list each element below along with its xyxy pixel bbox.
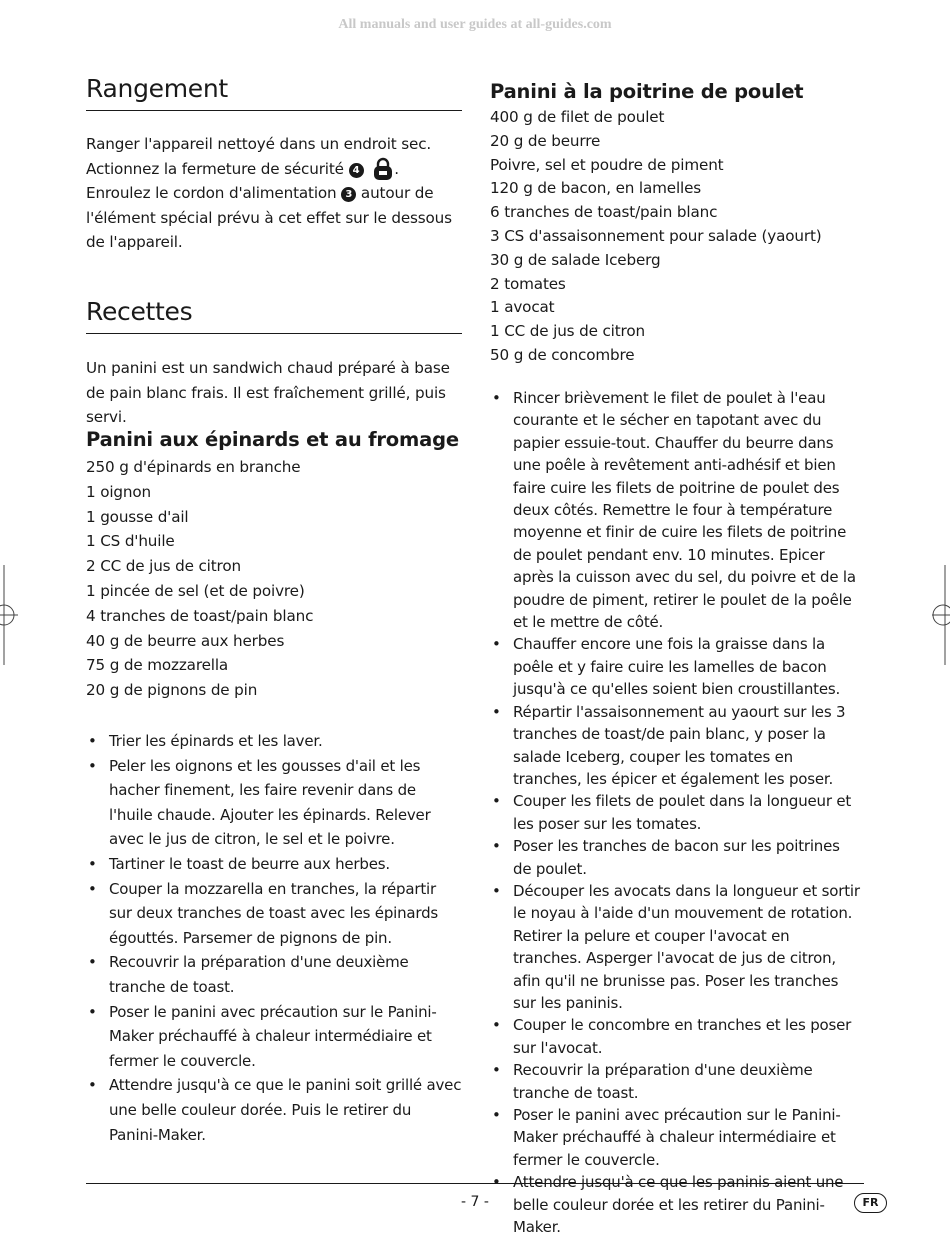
ingredient-item: 120 g de bacon, en lamelles bbox=[490, 179, 702, 198]
ingredient-item: 2 tomates bbox=[490, 274, 566, 293]
step-item: • Couper la mozzarella en tranches, la répartir sur deux tranches de toast avec les épinards égouttés. Parsemer de pignons de pin. bbox=[86, 877, 462, 951]
recipe-title-poulet: Panini à la poitrine de poulet bbox=[490, 80, 804, 103]
rangement-line-3: Enroulez le cordon d'alimentation 3 autour de bbox=[86, 184, 434, 203]
step-item: • Attendre jusqu'à ce que le panini soit grillé avec une belle couleur dorée. Puis le retirer du Panini-Maker. bbox=[86, 1073, 462, 1147]
language-badge: FR bbox=[854, 1193, 887, 1213]
ingredient-item: 4 tranches de toast/pain blanc bbox=[86, 606, 314, 625]
rangement-line-2: Actionnez la fermeture de sécurité 4 . bbox=[86, 157, 462, 182]
crop-mark-right bbox=[930, 565, 950, 665]
step-item: • Poser le panini avec précaution sur le Panini-Maker préchauffé à chaleur intermédiaire et fermer le couvercle. bbox=[490, 1104, 862, 1171]
ingredient-item: 1 gousse d'ail bbox=[86, 507, 189, 526]
ingredient-item: 1 avocat bbox=[490, 298, 555, 317]
rangement-line-5: de l'appareil. bbox=[86, 233, 183, 252]
step-item: • Couper le concombre en tranches et les poser sur l'avocat. bbox=[490, 1014, 862, 1059]
ingredient-item: 400 g de filet de poulet bbox=[490, 108, 665, 126]
rangement-line-1: Ranger l'appareil nettoyé dans un endroit sec. bbox=[86, 135, 432, 153]
ingredient-item: 75 g de mozzarella bbox=[86, 656, 229, 675]
ingredient-item: 20 g de pignons de pin bbox=[86, 681, 258, 700]
step-item: • Poser les tranches de bacon sur les poitrines de poulet. bbox=[490, 835, 862, 880]
page-number: - 7 - bbox=[461, 1194, 489, 1210]
ingredient-item: 1 oignon bbox=[86, 482, 151, 501]
ingredient-item: 20 g de beurre bbox=[490, 131, 601, 150]
step-item: • Rincer brièvement le filet de poulet à l'eau courante et le sécher en tapotant avec du papier essuie-tout. Chauffer du beurre dans une poêle à revêtement anti-adhésif et bien faire cuire les filets de poitrine de poulet des deux côtés. Remettre le four à température moyenne et finir de cuire les filets de poitrine de poulet pendant env. 10 minutes. Epicer après la cuisson avec du sel, du poivre et de la poudre de piment, retirer le poulet de la poêle et le mettre de côté. bbox=[490, 387, 862, 633]
footer-divider bbox=[86, 1183, 864, 1184]
step-item: • Trier les épinards et les laver. bbox=[86, 729, 462, 754]
crop-mark-left bbox=[0, 565, 20, 665]
lock-icon bbox=[372, 157, 394, 181]
ingredient-item: 250 g d'épinards en branche bbox=[86, 458, 301, 476]
recipe-title-epinards: Panini aux épinards et au fromage bbox=[86, 428, 459, 451]
step-item: • Répartir l'assaisonnement au yaourt sur les 3 tranches de toast/de pain blanc, y poser la salade Iceberg, couper les tomates en tranches, les épicer et également les poser. bbox=[490, 701, 862, 791]
section-title-recettes: Recettes bbox=[86, 297, 462, 334]
ingredient-list-poulet bbox=[490, 106, 822, 368]
callout-4-icon: 4 bbox=[349, 163, 364, 178]
step-item: • Chauffer encore une fois la graisse dans la poêle et y faire cuire les lamelles de bacon jusqu'à ce qu'elles soient bien croustillantes. bbox=[490, 633, 862, 700]
ingredient-item: 50 g de concombre bbox=[490, 345, 635, 364]
rangement-text bbox=[86, 132, 462, 255]
ingredient-item: 3 CS d'assaisonnement pour salade (yaourt) bbox=[490, 226, 822, 245]
step-item: • Découper les avocats dans la longueur et sortir le noyau à l'aide d'un mouvement de rotation. Retirer la pelure et couper l'avocat en tranches. Asperger l'avocat de jus de citron, afin qu'il ne brunisse pas. Poser les tranches sur les paninis. bbox=[490, 880, 862, 1014]
watermark: All manuals and user guides at all-guides.com bbox=[338, 17, 612, 32]
step-item: • Couper les filets de poulet dans la longueur et les poser sur les tomates. bbox=[490, 790, 862, 835]
ingredient-item: 40 g de beurre aux herbes bbox=[86, 631, 285, 650]
steps-list-epinards bbox=[86, 729, 462, 1147]
ingredient-list-epinards bbox=[86, 455, 313, 703]
step-item: • Recouvrir la préparation d'une deuxième tranche de toast. bbox=[86, 950, 462, 999]
step-item: • Attendre jusqu'à ce que les paninis aient une belle couleur dorée et les retirer du Panini-Maker. bbox=[490, 1171, 862, 1238]
ingredient-item: Poivre, sel et poudre de piment bbox=[490, 155, 724, 174]
step-item: • Tartiner le toast de beurre aux herbes. bbox=[86, 852, 462, 877]
ingredient-item: 6 tranches de toast/pain blanc bbox=[490, 203, 718, 222]
ingredient-item: 30 g de salade Iceberg bbox=[490, 250, 661, 269]
ingredient-item: 1 CC de jus de citron bbox=[490, 322, 645, 341]
ingredient-item: 1 pincée de sel (et de poivre) bbox=[86, 581, 305, 600]
step-item: • Peler les oignons et les gousses d'ail et les hacher finement, les faire revenir dans de l'huile chaude. Ajouter les épinards. Relever avec le jus de citron, le sel et le poivre. bbox=[86, 754, 462, 852]
ingredient-item: 2 CC de jus de citron bbox=[86, 557, 241, 576]
step-item: • Recouvrir la préparation d'une deuxième tranche de toast. bbox=[490, 1059, 862, 1104]
callout-3-icon: 3 bbox=[341, 187, 356, 202]
step-item: • Poser le panini avec précaution sur le Panini-Maker préchauffé à chaleur intermédiaire et fermer le couvercle. bbox=[86, 1000, 462, 1074]
ingredient-item: 1 CS d'huile bbox=[86, 532, 175, 551]
section-title-rangement: Rangement bbox=[86, 74, 462, 111]
steps-list-poulet bbox=[490, 387, 862, 1238]
rangement-line-4: l'élément spécial prévu à cet effet sur le dessous bbox=[86, 208, 452, 227]
recettes-intro: Un panini est un sandwich chaud préparé à base de pain blanc frais. Il est fraîchement grillé, puis servi. bbox=[86, 359, 450, 427]
